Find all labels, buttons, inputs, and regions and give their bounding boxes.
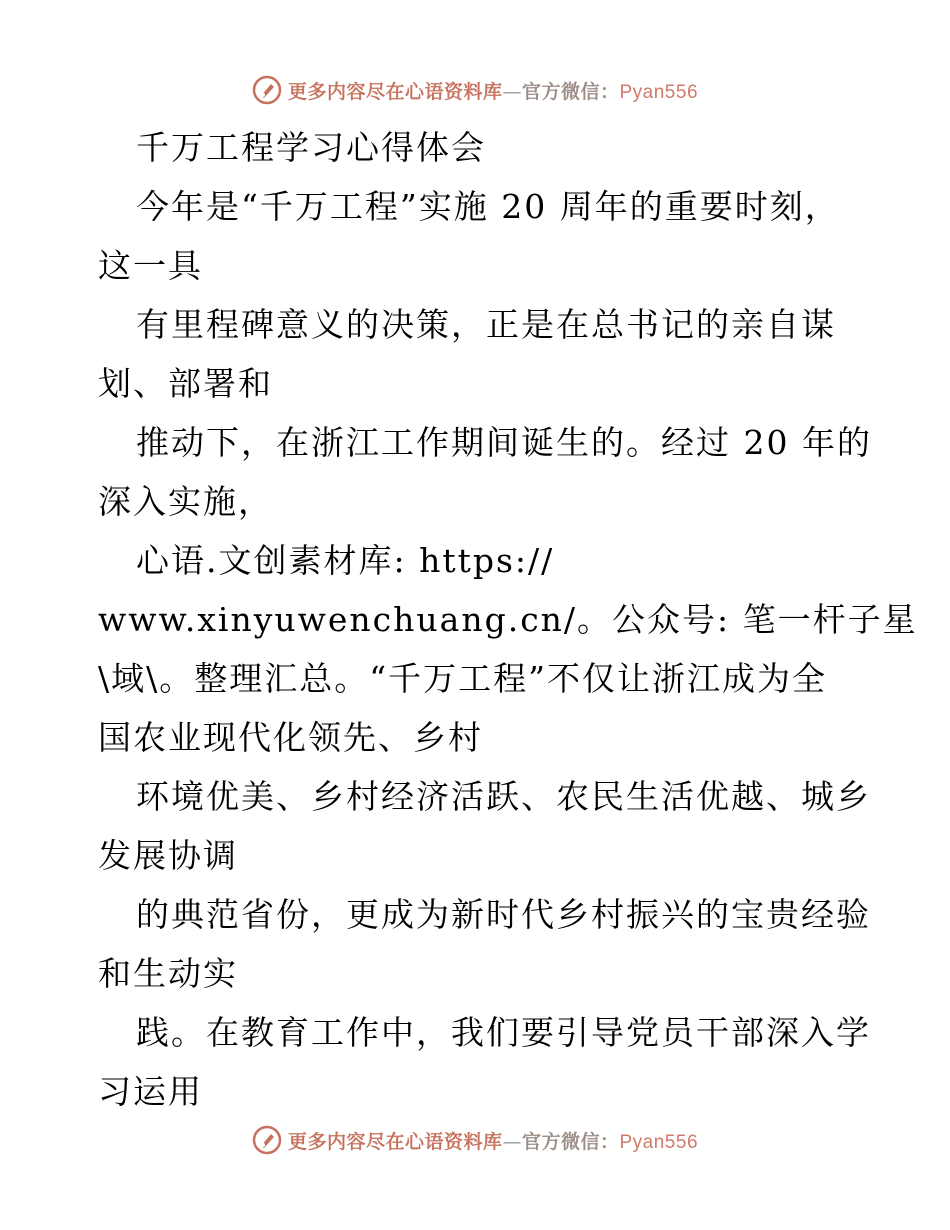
watermark-wechat-id: Pyan556 xyxy=(619,1131,699,1153)
text-line: 心语.文创素材库: https:// xyxy=(136,541,555,580)
text-line: 有里程碑意义的决策，正是在总书记的亲自谋 xyxy=(136,305,836,344)
text-line: \域\。整理汇总。“千万工程”不仅让浙江成为全 xyxy=(98,659,827,698)
text-line: 推动下，在浙江工作期间诞生的。经过 20 年的 xyxy=(136,423,872,462)
document-title: 千万工程学习心得体会 xyxy=(136,128,486,167)
text-line: 环境优美、乡村经济活跃、农民生活优越、城乡 xyxy=(136,777,871,816)
pen-nib-circle-icon xyxy=(252,1125,282,1155)
text-line: 和生动实 xyxy=(98,954,238,993)
text-line: 践。在教育工作中，我们要引导党员干部深入学 xyxy=(136,1013,871,1052)
text-line: www.xinyuwenchuang.cn/。公众号: 笔一杆子星 xyxy=(98,600,918,639)
header-watermark xyxy=(0,72,950,108)
watermark-wechat-label: 官方微信： xyxy=(521,1130,620,1153)
watermark-wechat-label: 官方微信： xyxy=(521,80,620,103)
text-line: 划、部署和 xyxy=(98,364,273,403)
watermark-text xyxy=(288,77,698,104)
watermark-separator: — xyxy=(502,80,522,103)
watermark-main: 更多内容尽在心语资料库 xyxy=(287,80,503,103)
text-line: 的典范省份，更成为新时代乡村振兴的宝贵经验 xyxy=(136,895,871,934)
watermark-main: 更多内容尽在心语资料库 xyxy=(287,1130,503,1153)
watermark-separator: — xyxy=(502,1130,522,1153)
footer-watermark xyxy=(0,1122,950,1158)
document-body xyxy=(98,118,918,1121)
watermark-wechat-id: Pyan556 xyxy=(619,81,699,103)
watermark-text xyxy=(288,1127,698,1154)
text-line: 国农业现代化领先、乡村 xyxy=(98,718,483,757)
text-line: 今年是“千万工程”实施 20 周年的重要时刻， xyxy=(136,187,840,226)
text-line: 这一具 xyxy=(98,246,203,285)
text-line: 习运用 xyxy=(98,1072,203,1111)
text-line: 深入实施， xyxy=(98,482,273,521)
text-line: 发展协调 xyxy=(98,836,238,875)
pen-nib-circle-icon xyxy=(252,75,282,105)
